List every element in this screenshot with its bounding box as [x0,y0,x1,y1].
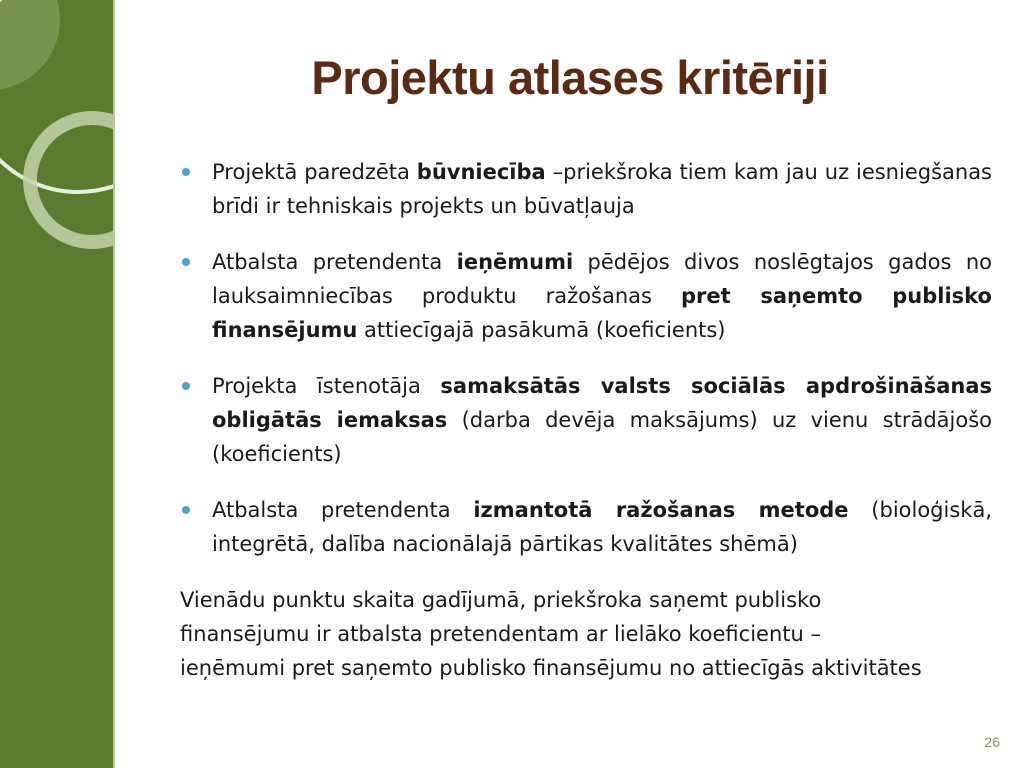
criteria-list [180,155,992,561]
list-item [180,493,992,561]
bullet-text: Atbalsta pretendenta izmantotā ražošanas metode (bioloģiskā, integrētā, dalība nacionālajā pārtikas kvalitātes shēmā) [212,498,992,556]
list-item [180,155,992,223]
circle-ornament-icon [0,0,113,768]
page-number: 26 [984,734,1000,750]
list-item [180,245,992,347]
sidebar-divider [113,0,115,768]
bullet-text: Atbalsta pretendenta ieņēmumi pēdējos divos noslēgtajos gados no lauksaimniecības produktu ražošanas pret saņemto publisko finansējumu attiecīgajā pasākumā (koeficients) [212,250,992,342]
slide-content [180,155,992,685]
closing-paragraph: Vienādu punktu skaita gadījumā, priekšroka saņemt publisko finansējumu ir atbalsta pretendentam ar lielāko koeficientu – ieņēmumi pret saņemto publisko finansējumu no attiecīgās aktivitātes [180,588,922,680]
bullet-icon [182,258,190,266]
bullet-icon [182,168,190,176]
bullet-icon [182,506,190,514]
sidebar-decoration [0,0,113,768]
bullet-text: Projektā paredzēta būvniecība –priekšroka tiem kam jau uz iesniegšanas brīdi ir tehniskais projekts un būvatļauja [212,160,992,218]
page-title: Projektu atlases kritēriji [311,51,829,104]
bullet-text: Projekta īstenotāja samaksātās valsts sociālās apdrošināšanas obligātās iemaksas (darba devēja maksājums) uz vienu strādājošo (koeficients) [212,374,993,466]
list-item [180,369,992,471]
bullet-icon [182,382,190,390]
